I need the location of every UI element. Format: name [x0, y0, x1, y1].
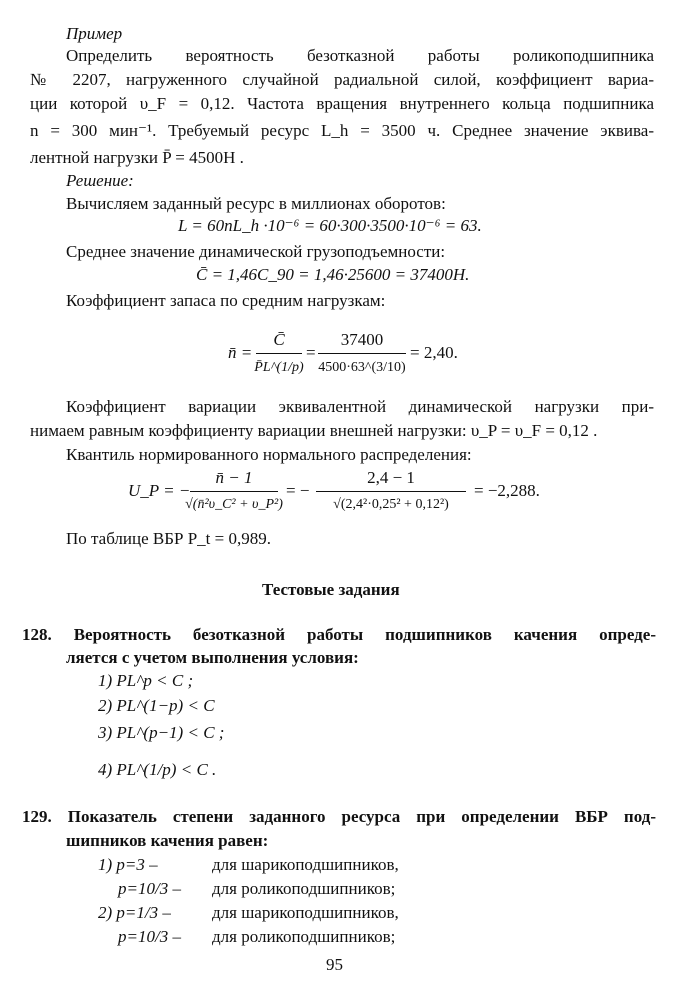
formula-quantile-result: = −2,288. [474, 481, 540, 500]
formula-quantile-lhs: U_P = − [128, 481, 191, 500]
example-text-line-4: n = 300 мин⁻¹. Требуемый ресурс L_h = 3500 ч. Среднее значение эквива- [30, 121, 654, 140]
solution-step-2: Среднее значение динамической грузоподъемности: [66, 242, 446, 261]
formula-resource: L = 60nL_h ·10⁻⁶ = 60·300·3500·10⁻⁶ = 63. [178, 216, 482, 235]
question-129-option-2-roller-text: для роликоподшипников; [212, 927, 396, 946]
question-129-option-2-ball-text: для шарикоподшипников, [212, 903, 399, 922]
question-129-option-2-ball: 2) p=1/3 – [98, 903, 171, 922]
question-129-option-1-roller-text: для роликоподшипников; [212, 879, 396, 898]
example-text-line-3: ции которой υ_F = 0,12. Частота вращения внутреннего кольца подшипника [30, 94, 654, 113]
formula-quantile-num2: 2,4 − 1 [367, 468, 415, 487]
question-129-option-1-ball-text: для шарикоподшипников, [212, 855, 399, 874]
example-text-line-1: Определить вероятность безотказной работы роликоподшипника [66, 46, 654, 65]
question-128-line-1: 128. Вероятность безотказной работы подшипников качения опреде- [22, 625, 656, 644]
question-128-option-2: 2) PL^(1−p) < C [98, 696, 215, 715]
solution-step-1: Вычисляем заданный ресурс в миллионах оборотов: [66, 194, 446, 213]
formula-safety-lhs: n̄ = [228, 343, 253, 362]
fraction-bar [190, 491, 278, 492]
example-heading: Пример [66, 24, 123, 43]
formula-safety-den2: 4500·63^(3/10) [318, 360, 406, 375]
formula-safety-eq: = [306, 343, 316, 362]
question-129-option-2-roller: p=10/3 – [118, 927, 181, 946]
solution-step-4b: нимаем равным коэффициенту вариации внешней нагрузки: υ_P = υ_F = 0,12 . [30, 421, 598, 440]
solution-step-3: Коэффициент запаса по средним нагрузкам: [66, 291, 386, 310]
tests-heading: Тестовые задания [262, 580, 400, 599]
question-128-option-3: 3) PL^(p−1) < C ; [98, 723, 225, 742]
page-number: 95 [326, 955, 343, 974]
example-text-line-5: лентной нагрузки P̄ = 4500H . [30, 148, 244, 167]
question-128-line-2: ляется с учетом выполнения условия: [66, 648, 359, 667]
formula-safety-num2: 37400 [340, 330, 384, 349]
question-129-option-1-roller: p=10/3 – [118, 879, 181, 898]
fraction-bar [316, 491, 466, 492]
solution-step-5: Квантиль нормированного нормального распределения: [66, 445, 472, 464]
question-129-line-2: шипников качения равен: [66, 831, 269, 850]
formula-quantile-num1: n̄ − 1 [215, 468, 253, 487]
fraction-bar [256, 353, 302, 354]
solution-step-6: По таблице ВБР P_t = 0,989. [66, 529, 271, 548]
formula-safety-num1: C̄ [273, 330, 285, 349]
formula-safety-result: = 2,40. [410, 343, 458, 362]
example-text-line-2: № 2207, нагруженного случайной радиальной силой, коэффициент вариа- [30, 70, 654, 89]
formula-safety-den1: P̄L^(1/p) [254, 360, 304, 375]
solution-step-4a: Коэффициент вариации эквивалентной динамической нагрузки при- [66, 397, 654, 416]
formula-quantile-den2: √(2,4²·0,25² + 0,12²) [333, 497, 449, 512]
question-129-line-1: 129. Показатель степени заданного ресурса при определении ВБР под- [22, 807, 656, 826]
formula-capacity: C̄ = 1,46C_90 = 1,46·25600 = 37400H. [196, 265, 470, 284]
formula-quantile-eq: = − [286, 481, 310, 500]
question-128-option-1: 1) PL^p < C ; [98, 671, 194, 690]
fraction-bar [318, 353, 406, 354]
question-128-option-4: 4) PL^(1/p) < C . [98, 760, 217, 779]
question-129-option-1-ball: 1) p=3 – [98, 855, 158, 874]
formula-quantile-den1: √(n̄²υ_C² + υ_P²) [185, 497, 283, 512]
solution-heading: Решение: [66, 171, 134, 190]
